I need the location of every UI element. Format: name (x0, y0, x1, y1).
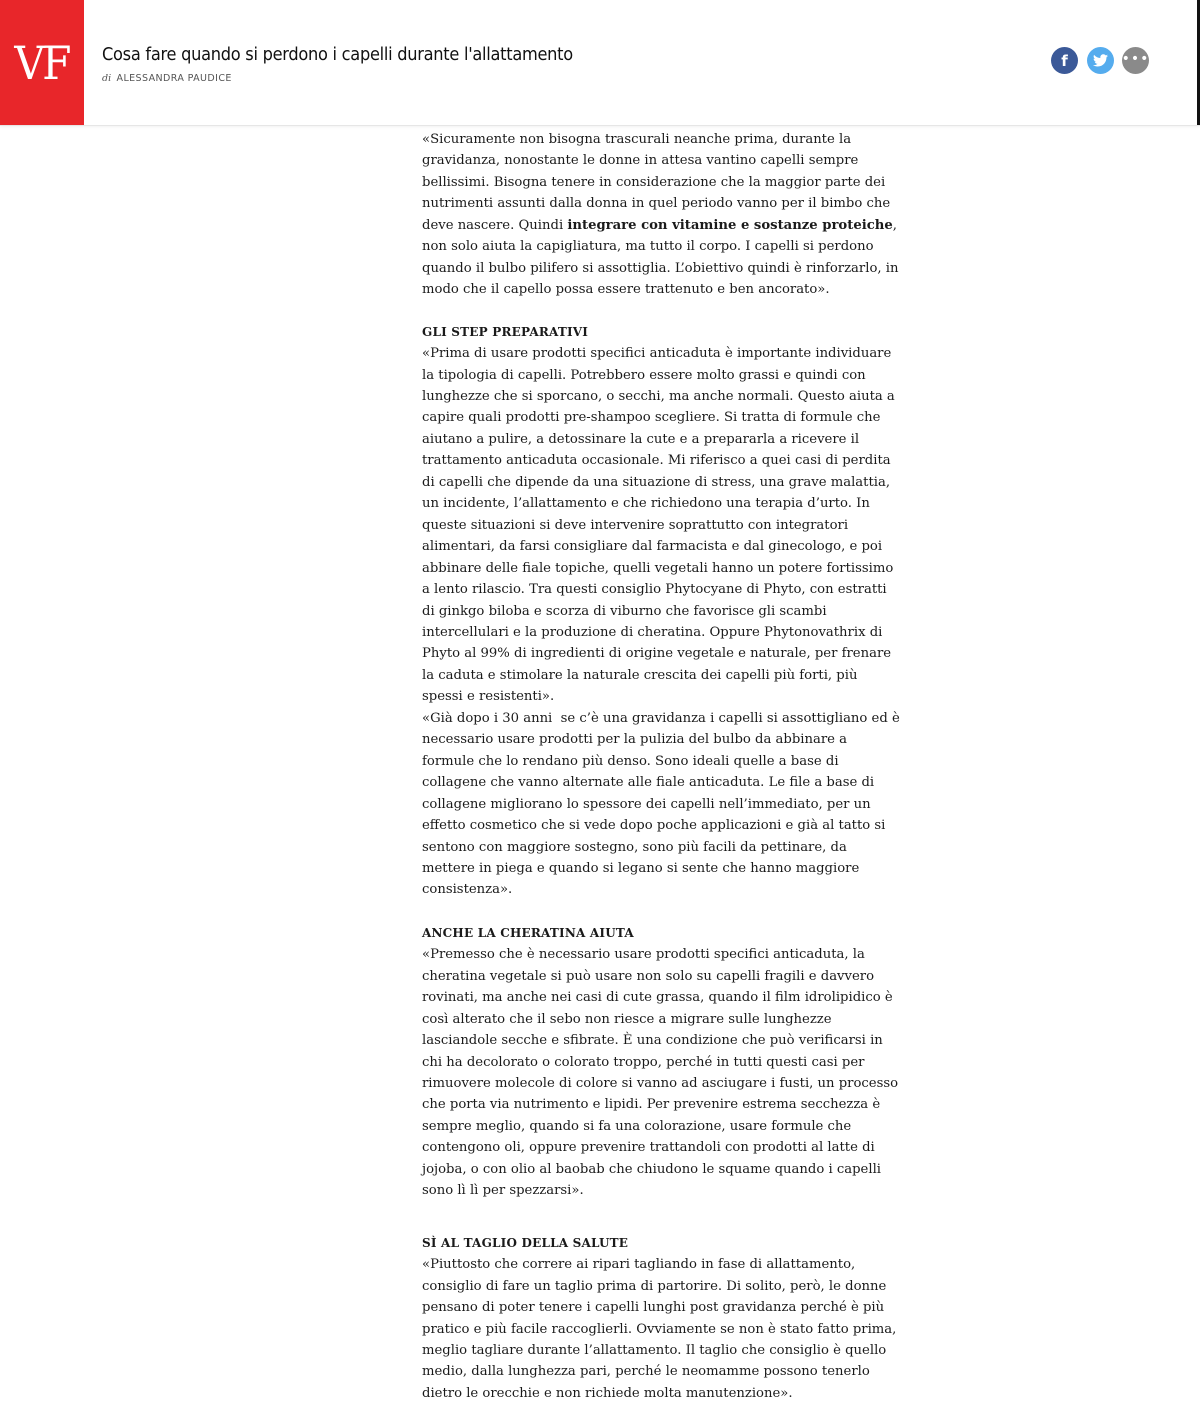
paragraph-cheratina: «Premesso che è necessario usare prodotti specifici anticaduta, la cheratina vegetale si può usare non solo su capelli fragili e davvero rovinati, ma anche nei casi di cute grassa, quando il film idrolipidico è così alterato che il sebo non riesce a migrare sulle lunghezze lasciandole secche e sfibrate. È una condizione che può verificarsi in chi ha decolorato o colorato troppo, perché in tutti questi casi per rimuovere molecole di colore si vanno ad asciugare i fusti, un processo che porta via nutrimento e lipidi. Per prevenire estrema secchezza è sempre meglio, quando si fa una colorazione, usare formule che contengono oli, oppure prevenire trattandoli con prodotti al latte di jojoba, o con olio al baobab che chiudono le squame quando i capelli sono lì lì per spezzarsi». (422, 947, 899, 1199)
spacer (422, 1202, 900, 1233)
article-title: Cosa fare quando si perdono i capelli durante l'allattamento (102, 44, 573, 65)
spacer (422, 901, 900, 923)
heading-taglio: SÌ AL TAGLIO DELLA SALUTE (422, 1235, 629, 1250)
twitter-share-button[interactable] (1087, 47, 1114, 74)
twitter-icon (1093, 54, 1108, 67)
heading-step-preparativi: GLI STEP PREPARATIVI (422, 324, 589, 339)
spacer (422, 301, 900, 322)
paragraph-intro (422, 129, 900, 301)
author-name[interactable]: ALESSANDRA PAUDICE (116, 73, 232, 84)
more-share-button[interactable] (1122, 47, 1149, 74)
paragraph-intro-text: «Sicuramente non bisogna trascurali neanche prima, durante la gravidanza, nonostante le donne in attesa vantino capelli sempre bellissimi. Bisogna tenere in considerazione che la maggior parte dei nutrimenti assunti dalla donna in quel periodo vanno per il bimbo che deve nascere. Quindi (422, 132, 891, 233)
facebook-share-button[interactable] (1051, 47, 1078, 74)
byline-prefix: di (102, 73, 112, 84)
paragraph-intro-end: , non solo aiuta la capigliatura, ma tutto il corpo. I capelli si perdono quando il bulbo pilifero si assottiglia. L’obiettivo quindi è rinforzarlo, in modo che il capello possa essere trattenuto e ben ancorato». (422, 217, 899, 298)
paragraph-taglio: «Piuttosto che correre ai ripari tagliando in fase di allattamento, consiglio di fare un taglio prima di partorire. Di solito, però, le donne pensano di poter tenere i capelli lunghi post gravidanza perché è più pratico e più facile raccoglierli. Ovviamente se non è stato fatto prima, meglio tagliare durante l’allattamento. Il taglio che consiglio è quello medio, dalla lunghezza pari, perché le neomamme possono tenerlo dietro le orecchie e non richiede molta manutenzione». (422, 1257, 897, 1401)
paragraph-intro-bold: integrare con vitamine e sostanze proteiche (567, 217, 893, 233)
byline (102, 73, 232, 84)
paragraph-step: «Prima di usare prodotti specifici anticaduta è importante individuare la tipologia di capelli. Potrebbero essere molto grassi e quindi con lunghezze che si sporcano, o secchi, ma anche normali. Questo aiuta a capire quali prodotti pre-shampoo scegliere. Si tratta di formule che aiutano a pulire, a detossinare la cute e a prepararla a ricevere il trattamento anticaduta occasionale. Mi riferisco a quei casi di perdita di capelli che dipende da una situazione di stress, una grave malattia, un incidente, l’allattamento e che richiedono una terapia d’urto. In queste situazioni si deve intervenire soprattutto con integratori alimentari, da farsi consigliare dal farmacista e dal ginecologo, e poi abbinare delle fiale topiche, quelli vegetali hanno un potere fortissimo a lento rilascio. Tra questi consiglio Phytocyane di Phyto, con estratti di ginkgo biloba e scorza di viburno che favorisce gli scambi intercellulari e la produzione di cheratina. Oppure Phytonovathrix di Phyto al 99% di ingredienti di origine vegetale e naturale, per frenare la caduta e stimolare la naturale crescita dei capelli più forti, più spessi e resistenti». (422, 346, 895, 705)
logo-text: VF (14, 35, 70, 90)
site-header (0, 0, 1200, 126)
article-body (422, 129, 900, 1404)
heading-cheratina: ANCHE LA CHERATINA AIUTA (422, 925, 634, 940)
vf-logo[interactable] (0, 0, 84, 125)
paragraph-collagene: «Già dopo i 30 anni se c’è una gravidanza i capelli si assottigliano ed è necessario usare prodotti per la pulizia del bulbo da abbinare a formule che lo rendano più denso. Sono ideali quelle a base di collagene che vanno alternate alle fiale anticaduta. Le file a base di collagene migliorano lo spessore dei capelli nell’immediato, per un effetto cosmetico che si vede dopo poche applicazioni e già al tatto si sentono con maggiore sostegno, sono più facili da pettinare, da mettere in piega e quando si legano si sente che hanno maggiore consistenza». (422, 710, 900, 898)
facebook-icon: f (1061, 51, 1068, 70)
more-icon: ••• (1121, 50, 1150, 67)
